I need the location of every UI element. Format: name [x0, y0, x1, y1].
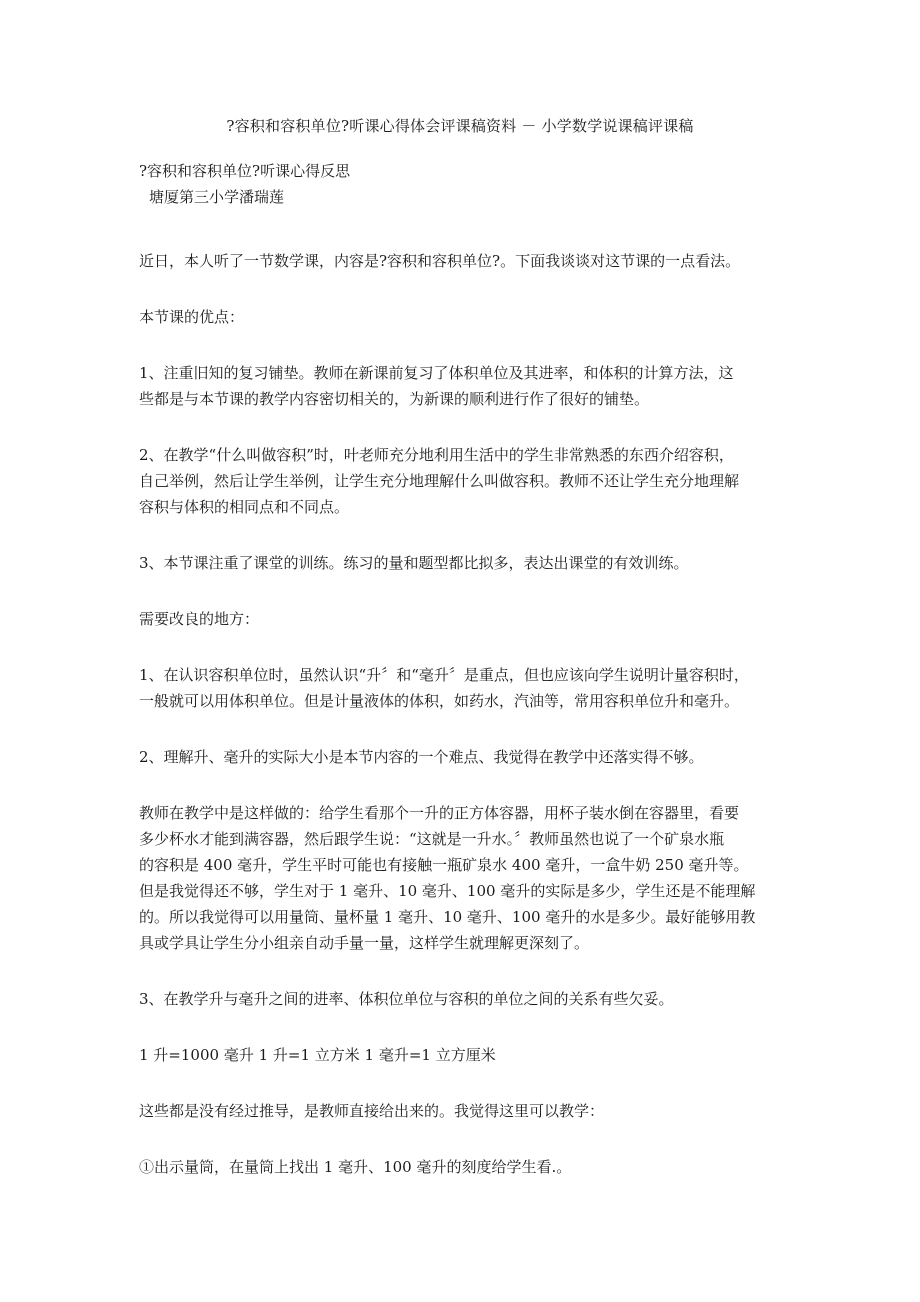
- document-body: [139, 158, 799, 1180]
- merit-1-line-1: 1、注重旧知的复习铺垫。教师在新课前复习了体积单位及其进率，和体积的计算方法，这: [139, 364, 734, 382]
- merit-2-line-2: 自己举例，然后让学生举例，让学生充分地理解什么叫做容积。教师不还让学生充分地理解: [139, 472, 740, 490]
- author-line: 塘厦第三小学潘瑞莲: [149, 188, 285, 206]
- merit-2-line-1: 2、在教学“什么叫做容积”时，叶老师充分地利用生活中的学生非常熟悉的东西介绍容积，: [139, 446, 734, 464]
- improve-heading: 需要改良的地方：: [139, 610, 260, 628]
- step-1-line: ①出示量筒，在量筒上找出 1 毫升、100 毫升的刻度给学生看.。: [139, 1158, 572, 1176]
- teacher-practice-line-3: 的容积是 400 毫升，学生平时可能也有接触一瓶矿泉水 400 毫升，一盒牛奶 250 毫升等。: [139, 856, 749, 874]
- document-title: ?容积和容积单位?听课心得体会评课稿资料 － 小学数学说课稿评课稿: [226, 117, 694, 135]
- teacher-practice-line-6: 具或学具让学生分小组亲自动手量一量，这样学生就理解更深刻了。: [139, 934, 590, 952]
- derivation-note: 这些都是没有经过推导，是教师直接给出来的。我觉得这里可以教学：: [139, 1102, 605, 1120]
- merit-2-line-3: 容积与体积的相同点和不同点。: [139, 498, 350, 516]
- document-subtitle: ?容积和容积单位?听课心得反思: [139, 162, 351, 180]
- merit-2-paragraph: [139, 442, 799, 520]
- teacher-practice-line-4: 但是我觉得还不够，学生对于 1 毫升、10 毫升、100 毫升的实际是多少，学生还是不能理解: [139, 882, 756, 900]
- formula-line: 1 升=1000 毫升 1 升=1 立方米 1 毫升=1 立方厘米: [139, 1046, 496, 1064]
- teacher-practice-line-2: 多少杯水才能到满容器，然后跟学生说：“这就是一升水。〞教师虽然也说了一个矿泉水瓶: [139, 830, 725, 848]
- intro-paragraph: 近日，本人听了一节数学课，内容是?容积和容积单位?。下面我谈谈对这节课的一点看法。: [139, 252, 741, 270]
- merit-1-line-2: 些都是与本节课的教学内容密切相关的，为新课的顺利进行作了很好的铺垫。: [139, 390, 650, 408]
- improve-1-line-1: 1、在认识容积单位时，虽然认识“升〞和“毫升〞是重点，但也应该向学生说明计量容积时，: [139, 666, 749, 684]
- teacher-practice-paragraph: [139, 800, 799, 956]
- teacher-practice-line-1: 教师在教学中是这样做的：给学生看那个一升的正方体容器，用杯子装水倒在容器里，看要: [139, 804, 740, 822]
- merits-heading: 本节课的优点：: [139, 308, 245, 326]
- improve-1-paragraph: [139, 662, 799, 714]
- teacher-practice-line-5: 的。所以我觉得可以用量筒、量杯量 1 毫升、10 毫升、100 毫升的水是多少。最好能够用教: [139, 908, 756, 926]
- merit-3-paragraph: 3、本节课注重了课堂的训练。练习的量和题型都比拟多，表达出课堂的有效训练。: [139, 554, 689, 572]
- merit-1-paragraph: [139, 360, 799, 412]
- improve-2-paragraph: 2、理解升、毫升的实际大小是本节内容的一个难点、我觉得在教学中还落实得不够。: [139, 748, 704, 766]
- improve-3-paragraph: 3、在教学升与毫升之间的进率、体积位单位与容积的单位之间的关系有些欠妥。: [139, 990, 674, 1008]
- improve-1-line-2: 一般就可以用体积单位。但是计量液体的体积，如药水，汽油等，常用容积单位升和毫升。: [139, 692, 740, 710]
